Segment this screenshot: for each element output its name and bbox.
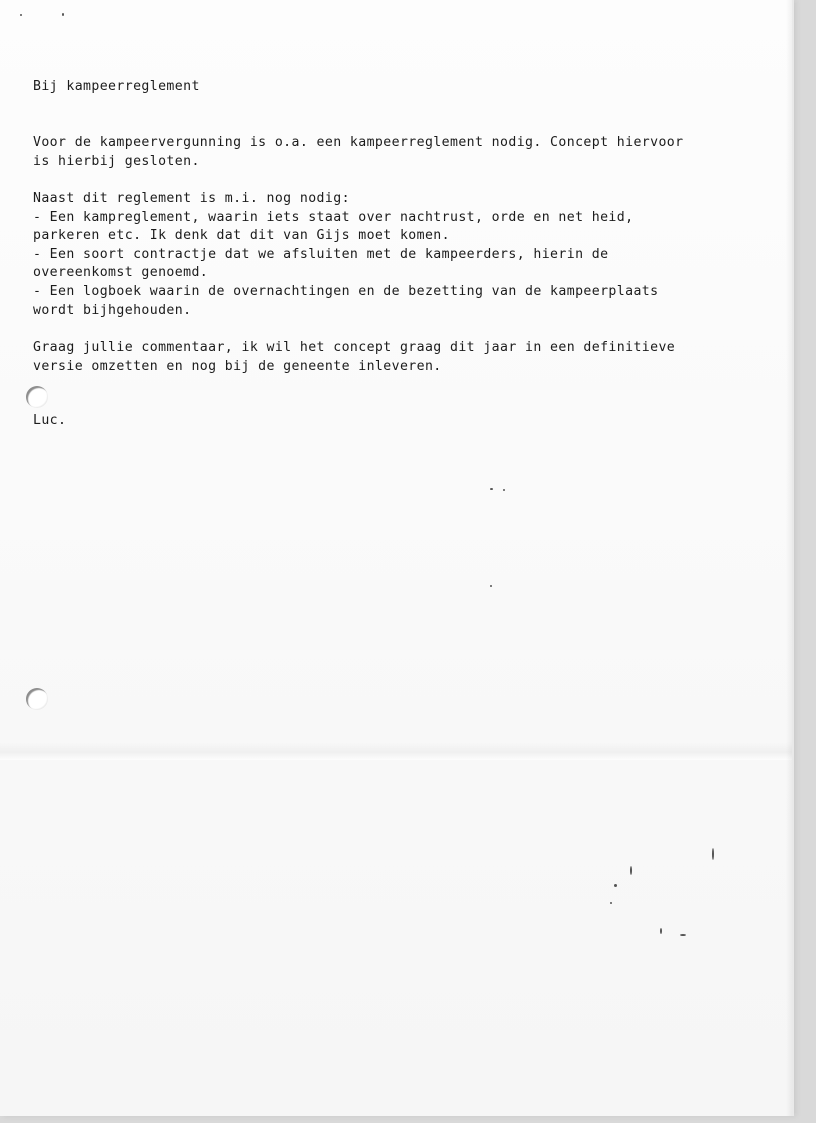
paper-edge-shadow [786, 0, 792, 1116]
scan-speck [712, 848, 714, 860]
text-line: Graag jullie commentaar, ik wil het concept graag dit jaar in een definitieve [33, 340, 676, 355]
list-item-line: - Een logboek waarin de overnachtingen en de bezetting van de kampeerplaats [33, 283, 659, 299]
paragraph-intro [33, 134, 683, 171]
list-item-line: overeenkomst genoemd. [33, 265, 209, 281]
list-item-line: parkeren etc. Ik denk dat dit van Gijs moet komen. [33, 228, 450, 244]
scan-speck [62, 13, 64, 16]
punch-hole-icon [26, 386, 48, 408]
list-item-line: wordt bijhgehouden. [33, 302, 192, 318]
list-item-line: - Een soort contractje dat we afsluiten met de kampeerders, hierin de [33, 246, 609, 262]
document-heading: Bij kampeerreglement [33, 79, 200, 94]
text-line: is hierbij gesloten. [33, 153, 200, 169]
paragraph-request [33, 339, 675, 376]
scan-speck [490, 488, 493, 490]
text-line: versie omzetten en nog bij de geneente inleveren. [33, 358, 442, 374]
scan-speck [660, 928, 662, 934]
scan-speck [614, 884, 617, 887]
paragraph-requirements [33, 190, 658, 320]
list-item-line: - Een kampreglement, waarin iets staat over nachtrust, orde en net heid, [33, 209, 634, 225]
paper-fold-crease [0, 742, 792, 760]
scan-speck [490, 585, 492, 587]
scan-speck [503, 489, 505, 491]
scan-speck [680, 934, 686, 936]
punch-hole-icon [26, 688, 48, 710]
scan-speck [630, 866, 632, 875]
scan-speck [610, 902, 612, 904]
scan-speck [20, 14, 22, 16]
signature: Luc. [33, 413, 67, 428]
text-line: Naast dit reglement is m.i. nog nodig: [33, 191, 350, 206]
text-line: Voor de kampeervergunning is o.a. een kampeerreglement nodig. Concept hiervoor [33, 135, 684, 150]
